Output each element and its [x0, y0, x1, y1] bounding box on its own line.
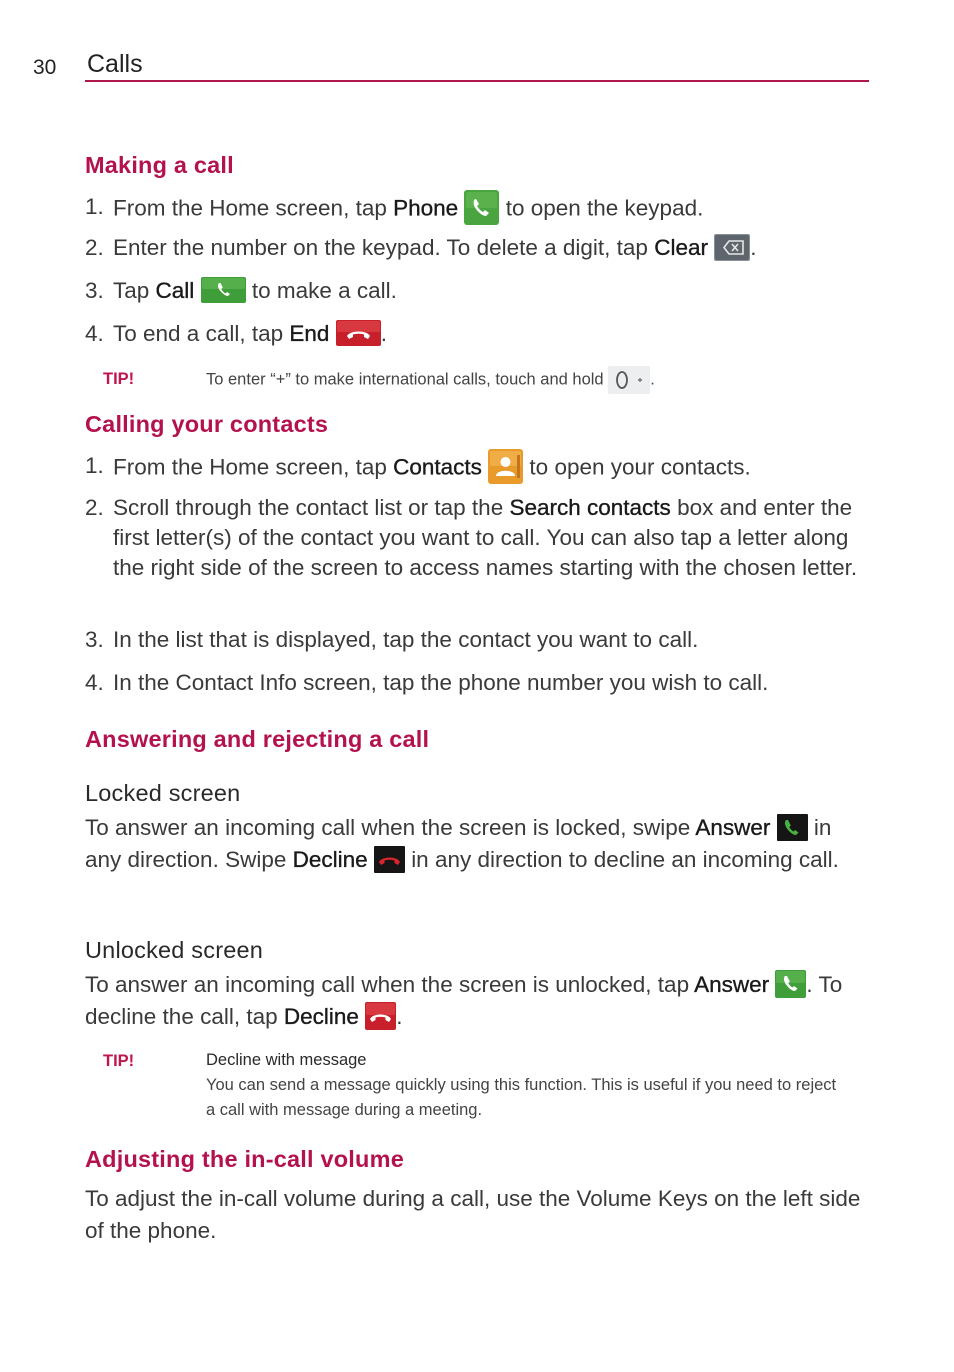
keyword: Clear [654, 235, 708, 260]
call-icon [201, 277, 246, 303]
tip-text: To enter “+” to make international calls, touch and hold . [206, 366, 846, 394]
keyword: Contacts [393, 454, 482, 480]
tip-title: Decline with message [206, 1051, 367, 1069]
step-making-1: 1. From the Home screen, tap Phone to open the keypad. [85, 192, 870, 227]
para-volume: To adjust the in-call volume during a call, use the Volume Keys on the left side of the phone. [85, 1186, 861, 1243]
page-header-title: Calls [87, 50, 143, 78]
step-number: 3. [85, 627, 104, 652]
step-making-3: 3. Tap Call to make a call. [85, 276, 870, 306]
page-number: 30 [33, 56, 57, 79]
step-number: 1. [85, 194, 104, 219]
contacts-icon [488, 449, 523, 484]
keyword: Decline [283, 1004, 359, 1029]
tip-label: TIP! [103, 1052, 135, 1070]
step-number: 2. [85, 235, 104, 260]
answer-icon [777, 814, 808, 841]
tip-text [206, 1048, 846, 1123]
heading-calling-your-contacts: Calling your contacts [85, 411, 329, 437]
step-number: 4. [85, 321, 104, 346]
backspace-icon [714, 234, 750, 261]
end-call-icon [336, 320, 381, 346]
keyword: Decline [292, 847, 368, 872]
subheading-locked-screen: Locked screen [85, 780, 241, 806]
step-contacts-4: 4. In the Contact Info screen, tap the phone number you wish to call. [85, 668, 870, 698]
tip-body: You can send a message quickly using this function. This is useful if you need to reject a call with message during a meeting. [206, 1076, 837, 1119]
heading-adjusting-volume: Adjusting the in-call volume [85, 1146, 404, 1172]
subheading-unlocked-screen: Unlocked screen [85, 937, 264, 963]
tip-label: TIP! [103, 370, 135, 388]
answer-icon [775, 970, 806, 998]
step-number: 3. [85, 278, 104, 303]
keyword: End [289, 321, 330, 346]
decline-icon [365, 1002, 396, 1030]
step-number: 1. [85, 453, 104, 478]
keyword: Call [155, 278, 195, 303]
heading-answering-and-rejecting: Answering and rejecting a call [85, 726, 430, 752]
heading-making-a-call: Making a call [85, 152, 234, 178]
keyword: Answer [694, 972, 770, 997]
zero-plus-key-icon [608, 366, 650, 394]
header-rule [85, 80, 869, 82]
step-number: 2. [85, 495, 104, 520]
keyword: Answer [695, 815, 771, 840]
para-unlocked-screen: To answer an incoming call when the screen is unlocked, tap Answer . To decline the call, tap Decline . [85, 972, 843, 1029]
para-locked-screen: To answer an incoming call when the screen is locked, swipe Answer in any direction. Swipe Decline in any direction to decline an incoming call. [85, 815, 839, 872]
decline-icon [374, 846, 405, 873]
step-making-2: 2. Enter the number on the keypad. To delete a digit, tap Clear . [85, 233, 870, 263]
keyword: Phone [393, 195, 459, 221]
step-contacts-1: 1. From the Home screen, tap Contacts to open your contacts. [85, 451, 870, 486]
step-making-4: 4. To end a call, tap End . [85, 319, 870, 349]
step-contacts-3: 3. In the list that is displayed, tap the contact you want to call. [85, 625, 870, 655]
keyword: Search contacts [509, 495, 671, 520]
step-contacts-2: 2. Scroll through the contact list or tap the Search contacts box and enter the first letter(s) of the contact you want to call. You can also tap a letter along the right side of the screen to access names starting with the chosen letter. [85, 493, 870, 583]
step-number: 4. [85, 670, 104, 695]
phone-icon [464, 190, 499, 225]
